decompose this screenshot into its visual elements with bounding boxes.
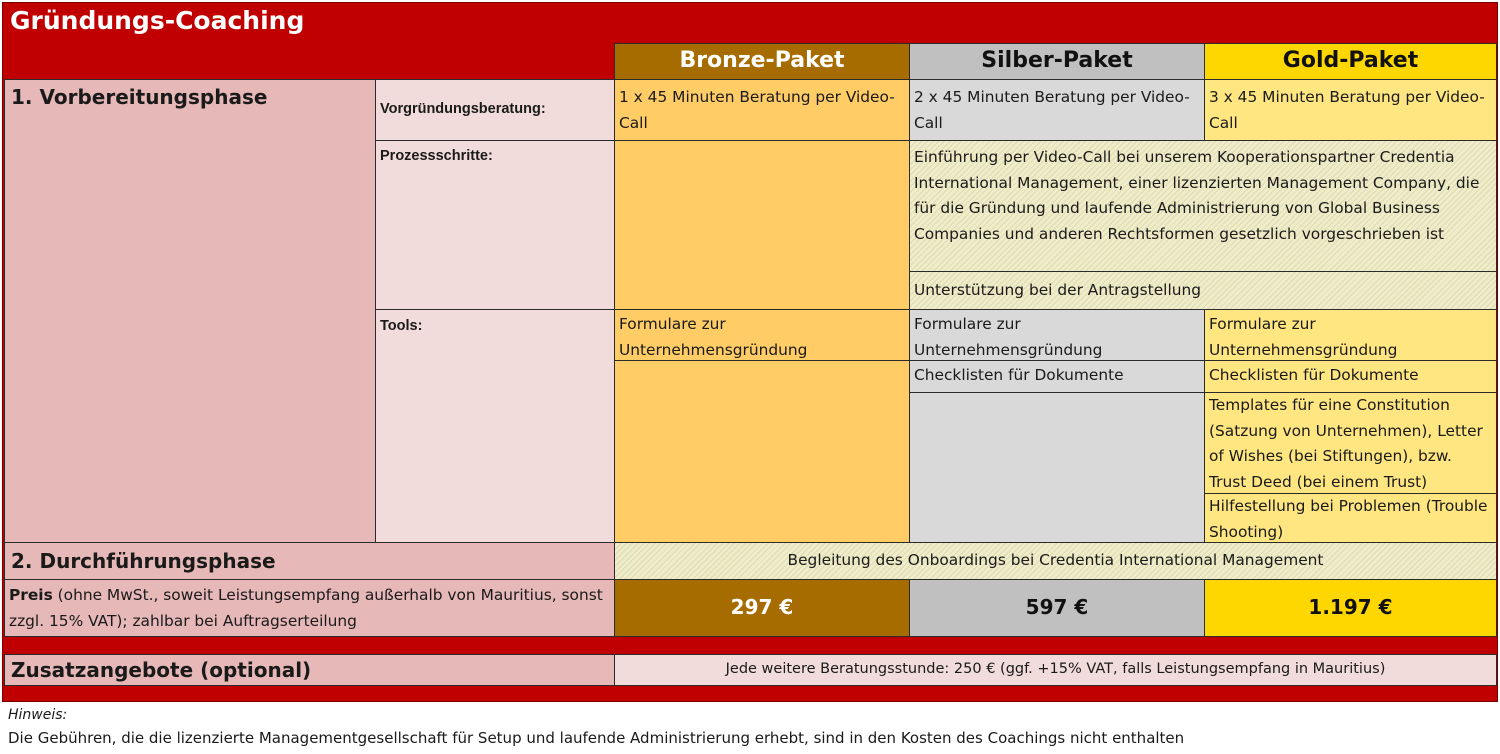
prozess-bronze bbox=[614, 140, 910, 310]
tools-label: Tools: bbox=[375, 309, 615, 543]
table-title: Gründungs-Coaching bbox=[10, 6, 305, 35]
vorgruendung-gold: 3 x 45 Minuten Beratung per Video-Call bbox=[1204, 79, 1497, 141]
vorgruendung-bronze: 1 x 45 Minuten Beratung per Video-Call bbox=[614, 79, 910, 141]
header-silber: Silber-Paket bbox=[909, 43, 1205, 80]
preis-label-rest: (ohne MwSt., soweit Leistungsempfang außerhalb von Mauritius, sonst zzgl. 15% VAT); zahlbar bei Auftragserteilung bbox=[9, 586, 603, 630]
hinweis-text: Die Gebühren, die die lizenzierte Managementgesellschaft für Setup und laufende Administrierung erhebt, sind in den Kosten des Coachings nicht enthalten bbox=[8, 729, 1185, 747]
prozess-einfuehrung: Einführung per Video-Call bei unserem Kooperationspartner Credentia International Management, einer lizenzierten Management Company, die für die Gründung und laufende Administrierung von Global Business Companies und anderen Rechtsformen gesetzlich vorgeschrieben ist bbox=[909, 140, 1497, 272]
price-bronze: 297 € bbox=[614, 579, 910, 637]
price-silber: 597 € bbox=[909, 579, 1205, 637]
tools-gold-templates: Templates für eine Constitution (Satzung von Unternehmen), Letter of Wishes (bei Stiftungen), bzw. Trust Deed (bei einem Trust) bbox=[1204, 392, 1497, 494]
zusatz-text: Jede weitere Beratungsstunde: 250 € (ggf. +15% VAT, falls Leistungsempfang in Mauritius) bbox=[614, 654, 1497, 686]
phase2-title: 2. Durchführungsphase bbox=[4, 542, 615, 580]
prozess-antragstellung: Unterstützung bei der Antragstellung bbox=[909, 271, 1497, 310]
vorgruendung-silber: 2 x 45 Minuten Beratung per Video-Call bbox=[909, 79, 1205, 141]
vorgruendung-label: Vorgründungsberatung: bbox=[375, 79, 615, 141]
hinweis-label: Hinweis: bbox=[8, 707, 68, 723]
tools-bronze-empty bbox=[614, 360, 910, 543]
phase2-onboarding: Begleitung des Onboardings bei Credentia International Management bbox=[614, 542, 1497, 580]
prozess-label: Prozessschritte: bbox=[375, 140, 615, 310]
tools-gold-formulare: Formulare zur Unternehmensgründung bbox=[1204, 309, 1497, 361]
tools-gold-hilfestellung: Hilfestellung bei Problemen (Trouble Shooting) bbox=[1204, 493, 1497, 543]
tools-silber-empty bbox=[909, 392, 1205, 543]
phase1-title: 1. Vorbereitungsphase bbox=[4, 79, 376, 543]
tools-bronze-formulare: Formulare zur Unternehmensgründung bbox=[614, 309, 910, 361]
zusatz-title: Zusatzangebote (optional) bbox=[4, 654, 615, 686]
header-gold: Gold-Paket bbox=[1204, 43, 1497, 80]
preis-label bbox=[4, 579, 615, 637]
price-gold: 1.197 € bbox=[1204, 579, 1497, 637]
tools-silber-formulare: Formulare zur Unternehmensgründung bbox=[909, 309, 1205, 361]
header-bronze: Bronze-Paket bbox=[614, 43, 910, 80]
preis-label-bold: Preis bbox=[9, 586, 53, 604]
tools-silber-checklisten: Checklisten für Dokumente bbox=[909, 360, 1205, 393]
tools-gold-checklisten: Checklisten für Dokumente bbox=[1204, 360, 1497, 393]
